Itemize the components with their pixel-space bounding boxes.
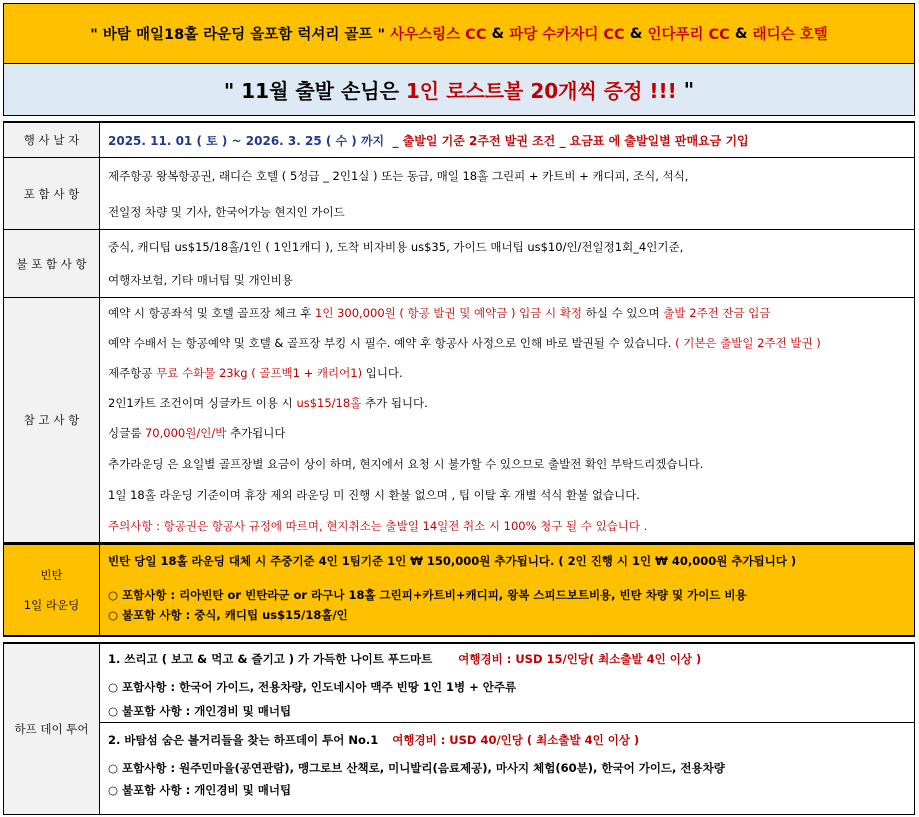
promo-highlight: 1인 로스트볼 20개씩 증정 !!! [405, 79, 677, 103]
bintan-label-2: 1일 라운딩 [23, 598, 80, 612]
excluded-line-2: 여행자보험, 기타 매너팁 및 개인비용 [108, 273, 293, 287]
period-label: 행 사 날 자 [4, 123, 100, 157]
notes-row [3, 298, 915, 543]
note-3-suffix: 입니다. [365, 366, 403, 380]
tour-1-excluded: ○ 불포함 사항 : 개인경비 및 매너팁 [108, 704, 292, 718]
tour-2-excluded: ○ 불포함 사항 : 개인경비 및 매너팁 [108, 783, 292, 797]
tour-2-price: 여행경비 : USD 40/인당 ( 최소출발 4인 이상 ) [392, 732, 640, 747]
tour-1-header [100, 644, 914, 674]
note-2-ticketing: ( 기본은 출발일 2주전 발권 ) [675, 336, 821, 350]
title-prefix: " 바탐 매일18홀 라운딩 올포함 럭셔리 골프 " [90, 27, 386, 43]
promo-banner [3, 64, 915, 116]
note-1-text-c: 하실 수 있으며 [585, 306, 660, 320]
bintan-excluded: ○ 불포함 사항 : 중식, 캐디팁 us$15/18홀/인 [108, 608, 348, 622]
venue-southlinks: 사우스링스 CC [390, 27, 487, 43]
excluded-row [3, 230, 915, 298]
period-dates: 2025. 11. 01 ( 토 ) ~ 2026. 3. 25 ( 수 ) 까지 [108, 133, 385, 148]
tour-info-sheet [3, 3, 915, 815]
included-line-1: 제주항공 왕복항공권, 래디슨 호텔 ( 5성급 _ 2인1실 ) 또는 동급, 매일 18홀 그린피 + 카트비 + 캐디피, 조식, 석식, [108, 169, 689, 183]
halfday-row [3, 643, 915, 815]
promo-pre: " 11월 출발 손님은 [223, 79, 399, 103]
note-1-balance: 출발 2주전 잔금 입금 [663, 306, 771, 320]
tour-1-title: 1. 쓰리고 ( 보고 & 먹고 & 즐기고 ) 가 가득한 나이트 푸드마트 [108, 652, 433, 666]
excluded-line-1: 중식, 캐디팁 us$15/18홀/1인 ( 1인1캐디 ), 도착 비자비용 us$35, 가이드 매너팁 us$10/인/전일정1회_4인기준, [108, 239, 684, 254]
note-4-single-cart-fee: us$15/18홀 [296, 396, 362, 410]
note-3-baggage: 무료 수화물 23kg ( 골프백1 + 캐리어1) [156, 366, 363, 380]
note-4-text: 2인1카트 조건이며 싱글카트 이용 시 [108, 396, 293, 410]
tour-2-title: 2. 바탐섬 숨은 볼거리들을 찾는 하프데이 투어 No.1 [108, 732, 379, 747]
title-banner [3, 3, 915, 64]
bintan-label [4, 545, 100, 635]
tour-1-price: 여행경비 : USD 15/인당( 최소출발 4인 이상 ) [458, 652, 702, 666]
period-condition: _ 출발일 기준 2주전 발권 조건 _ 요금표 에 출발일별 판매요금 기입 [392, 133, 749, 148]
note-8-caution: 주의사항 : 항공권은 항공사 규정에 따르며, 현지취소는 출발일 14일전 취소 시 100% 청구 될 수 있습니다 . [108, 519, 648, 533]
note-3-airline: 제주항공 [108, 366, 153, 380]
tour-1-included: ○ 포함사항 : 한국어 가이드, 전용차량, 인도네시아 맥주 빈땅 1인 1병 + 안주류 [108, 680, 517, 694]
included-line-2: 전일정 차량 및 기사, 한국어가능 현지인 가이드 [108, 204, 345, 219]
notes-label: 참 고 사 항 [4, 298, 100, 542]
bintan-row [3, 543, 915, 637]
bintan-line-1: 빈탄 당일 18홀 라운딩 대체 시 주중기준 4인 1팀기준 1인 ₩ 150,000원 추가됩니다. ( 2인 진행 시 1인 ₩ 40,000원 추가됩니다 ) [108, 554, 797, 568]
amp-2: & [629, 25, 643, 42]
included-row [3, 158, 915, 230]
note-5-text: 싱글룸 [108, 426, 142, 440]
tour-2-header [100, 722, 914, 756]
note-7: 1일 18홀 라운딩 기준이며 휴장 제외 라운딩 미 진행 시 환불 없으며 , 팁 이탈 후 개별 석식 환불 없습니다. [108, 487, 640, 502]
venue-padang: 파당 수카자디 CC [509, 27, 625, 43]
note-5-single-room-fee: 70,000원/인/박 [144, 426, 227, 440]
tour-2-included: ○ 포함사항 : 원주민마을(공연관람), 맹그로브 산책로, 미니발리(음료제공), 마사지 체험(60분), 한국어 가이드, 전용차량 [108, 761, 725, 775]
note-5-suffix: 추가됩니다 [229, 426, 286, 440]
venue-indahpuri: 인다푸리 CC [647, 27, 730, 43]
bintan-label-1: 빈탄 [40, 568, 63, 582]
promo-post: " [683, 77, 695, 102]
note-2 [100, 328, 914, 358]
note-4-suffix: 추가 됩니다. [364, 396, 428, 410]
amp-3: & [734, 25, 748, 42]
note-4 [100, 388, 914, 418]
note-3 [100, 358, 914, 388]
note-1 [100, 298, 914, 328]
note-6: 추가라운딩 은 요일별 골프장별 요금이 상이 하며, 현지에서 요청 시 불가할 수 있으므로 출발전 확인 부탁드리겠습니다. [108, 456, 704, 471]
period-row [3, 122, 915, 158]
amp-1: & [491, 25, 505, 42]
note-1-deposit: 1인 300,000원 ( 항공 발권 및 예약금 ) 입금 시 확정 [315, 306, 583, 320]
note-2-text: 예약 수배서 는 항공예약 및 호텔 & 골프장 부킹 시 필수. 예약 후 항공사 사정으로 인해 바로 발권될 수 있습니다. [108, 336, 672, 350]
halfday-label: 하프 데이 투어 [4, 644, 100, 814]
excluded-label: 불 포 함 사 항 [4, 230, 100, 297]
note-5 [100, 418, 914, 448]
bintan-included: ○ 포함사항 : 리아빈탄 or 빈탄라군 or 라구나 18홀 그린피+카트비+캐디피, 왕복 스피드보트비용, 빈탄 차량 및 가이드 비용 [108, 588, 747, 602]
note-1-text-a: 예약 시 항공좌석 및 호텔 골프장 체크 후 [108, 306, 312, 320]
included-label: 포 함 사 항 [4, 158, 100, 229]
venue-radisson: 래디슨 호텔 [752, 27, 828, 43]
